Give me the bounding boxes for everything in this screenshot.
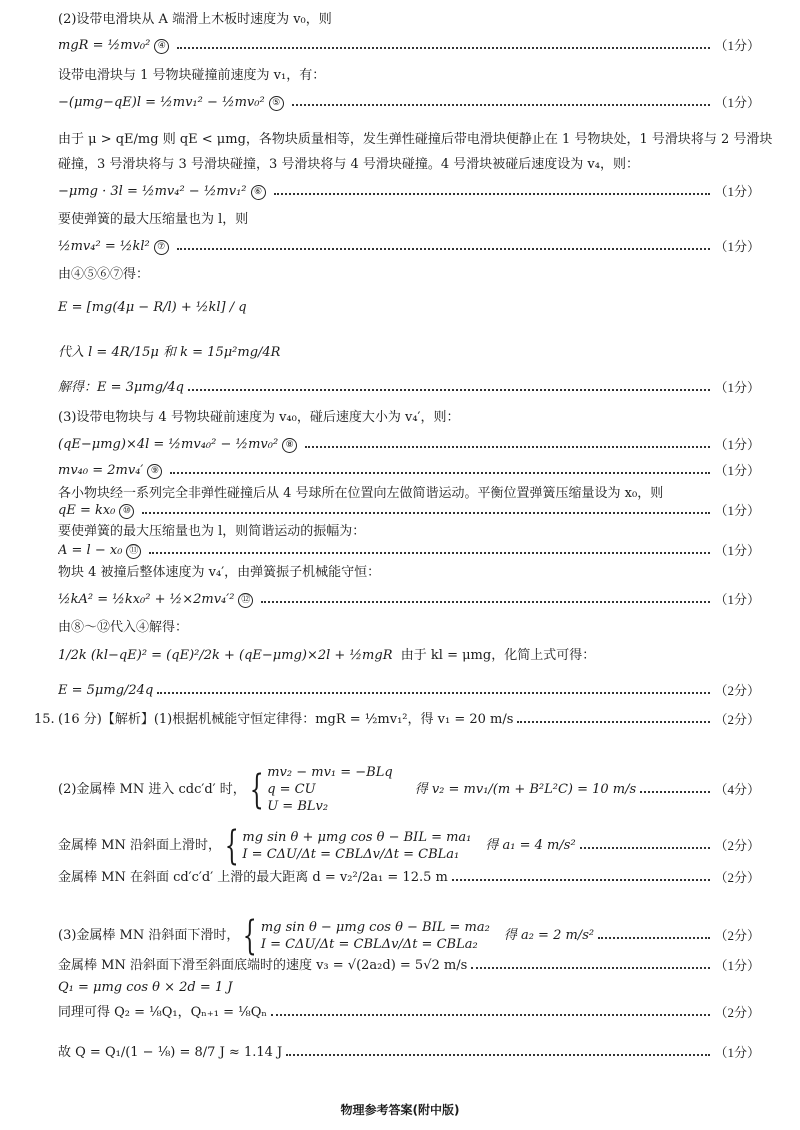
- equation-11: A = l − x₀ ⑪ （1分）: [58, 543, 760, 558]
- section3-intro: (3)设带电物块与 4 号物块碰前速度为 v₄₀，碰后速度大小为 v₄′，则：: [58, 410, 460, 425]
- q15-line3: 金属棒 MN 沿斜面上滑时， { mg sin θ + μmg cos θ − BIL = ma₁ I = CΔU/Δt = CBLΔv/Δt = CBLa₁ 得 a₁ = 4 m/s² （2分）: [58, 823, 760, 869]
- equation-8: (qE−μmg)×4l = ½mv₄₀² − ½mv₀² ⑧ （1分）: [58, 437, 760, 452]
- equation-system-3: mg sin θ + μmg cos θ − BIL = ma₁ I = CΔU/Δt = CBLΔv/Δt = CBLa₁: [242, 830, 472, 862]
- substitution: 代入 l = 4R/15μ 和 k = 15μ²mg/4R: [58, 345, 281, 360]
- section2-intro2: 设带电滑块与 1 号物块碰撞前速度为 v₁，有：: [58, 68, 326, 83]
- page-footer: 物理参考答案(附中版): [340, 1103, 460, 1117]
- section3-intro2: 要使弹簧的最大压缩量也为 l，则简谐运动的振幅为：: [58, 524, 366, 539]
- equation-9: mv₄₀ = 2mv₄′ ⑨ （1分）: [58, 463, 760, 478]
- equation-6: −μmg · 3l = ½mv₄² − ½mv₁² ⑥ （1分）: [58, 184, 760, 199]
- question-number: 15.: [34, 712, 55, 727]
- section2-intro3: 要使弹簧的最大压缩量也为 l，则: [58, 212, 249, 227]
- equation-10: qE = kx₀ ⑩ （1分）: [58, 503, 760, 518]
- equation-system-5: mg sin θ − μmg cos θ − BIL = ma₂ I = CΔU/Δt = CBLΔv/Δt = CBLa₂: [260, 920, 490, 952]
- q15-line9: 故 Q = Q₁/(1 − ⅛) = 8/7 J ≈ 1.14 J （1分）: [58, 1045, 760, 1060]
- section3-intro4: 由⑧～⑫代入④解得：: [58, 620, 189, 635]
- equation-system-2: mv₂ − mv₁ = −BLq q = CU U = BLv₂: [267, 765, 393, 814]
- section2-para: 由于 μ > qE/mg 则 qE < μmg，各物块质量相等，发生弹性碰撞后带电滑块便静止在 1 号物块处，1 号滑块将与 2 号滑块: [58, 132, 773, 147]
- equation-12: ½kA² = ½kx₀² + ½×2mv₄′² ⑫ （1分）: [58, 592, 760, 607]
- section2-para2: 碰撞，3 号滑块将与 3 号滑块碰撞，3 号滑块将与 4 号滑块碰撞。4 号滑块被碰后速度设为 v₄，则：: [58, 157, 639, 172]
- equation-7: ½mv₄² = ½kl² ⑦ （1分）: [58, 239, 760, 254]
- q15-line6: 金属棒 MN 沿斜面下滑至斜面底端时的速度 v₃ = √(2a₂d) = 5√2 m/s （1分）: [58, 958, 760, 973]
- equation-13: 1/2k (kl−qE)² = (qE)²/2k + (qE−μmg)×2l + ½mgR 由于 kl = μmg，化简上式可得：: [58, 648, 596, 663]
- q15-line5: (3)金属棒 MN 沿斜面下滑时， { mg sin θ − μmg cos θ − BIL = ma₂ I = CΔU/Δt = CBLΔv/Δt = CBLa₂ 得 a₂ = 2 m/s² （2分）: [58, 913, 760, 959]
- section3-para: 各小物块经一系列完全非弹性碰撞后从 4 号球所在位置向左做简谐运动。平衡位置弹簧压缩量设为 x₀，则: [58, 486, 664, 501]
- q15-line2: (2)金属棒 MN 进入 cdc′d′ 时， { mv₂ − mv₁ = −BLq q = CU U = BLv₂ 得 v₂ = mv₁/(m + B²L²C) = 10 m/s （4分）: [58, 765, 760, 814]
- solution-E2: E = 5μmg/24q （2分）: [58, 683, 760, 698]
- q15-line7: Q₁ = μmg cos θ × 2d = 1 J: [58, 980, 233, 995]
- section2-intro4: 由④⑤⑥⑦得：: [58, 267, 150, 282]
- equation-4: mgR = ½mv₀² ④ （1分）: [58, 38, 760, 53]
- solution-E1: 解得：E = 3μmg/4q （1分）: [58, 380, 760, 395]
- section3-intro3: 物块 4 被撞后整体速度为 v₄′，由弹簧振子机械能守恒：: [58, 565, 381, 580]
- equation-E: E = [mg(4μ − R/l) + ½kl] / q: [58, 300, 247, 315]
- q15-line8: 同理可得 Q₂ = ⅛Q₁，Qₙ₊₁ = ⅛Qₙ （2分）: [58, 1005, 760, 1020]
- equation-5: −(μmg−qE)l = ½mv₁² − ½mv₀² ⑤ （1分）: [58, 95, 760, 110]
- q15-line4: 金属棒 MN 在斜面 cd′c′d′ 上滑的最大距离 d = v₂²/2a₁ = 12.5 m （2分）: [58, 870, 760, 885]
- section2-intro: (2)设带电滑块从 A 端滑上木板时速度为 v₀，则: [58, 12, 332, 27]
- q15-line1: (16 分)【解析】(1)根据机械能守恒定律得：mgR = ½mv₁²，得 v₁ = 20 m/s （2分）: [58, 712, 760, 727]
